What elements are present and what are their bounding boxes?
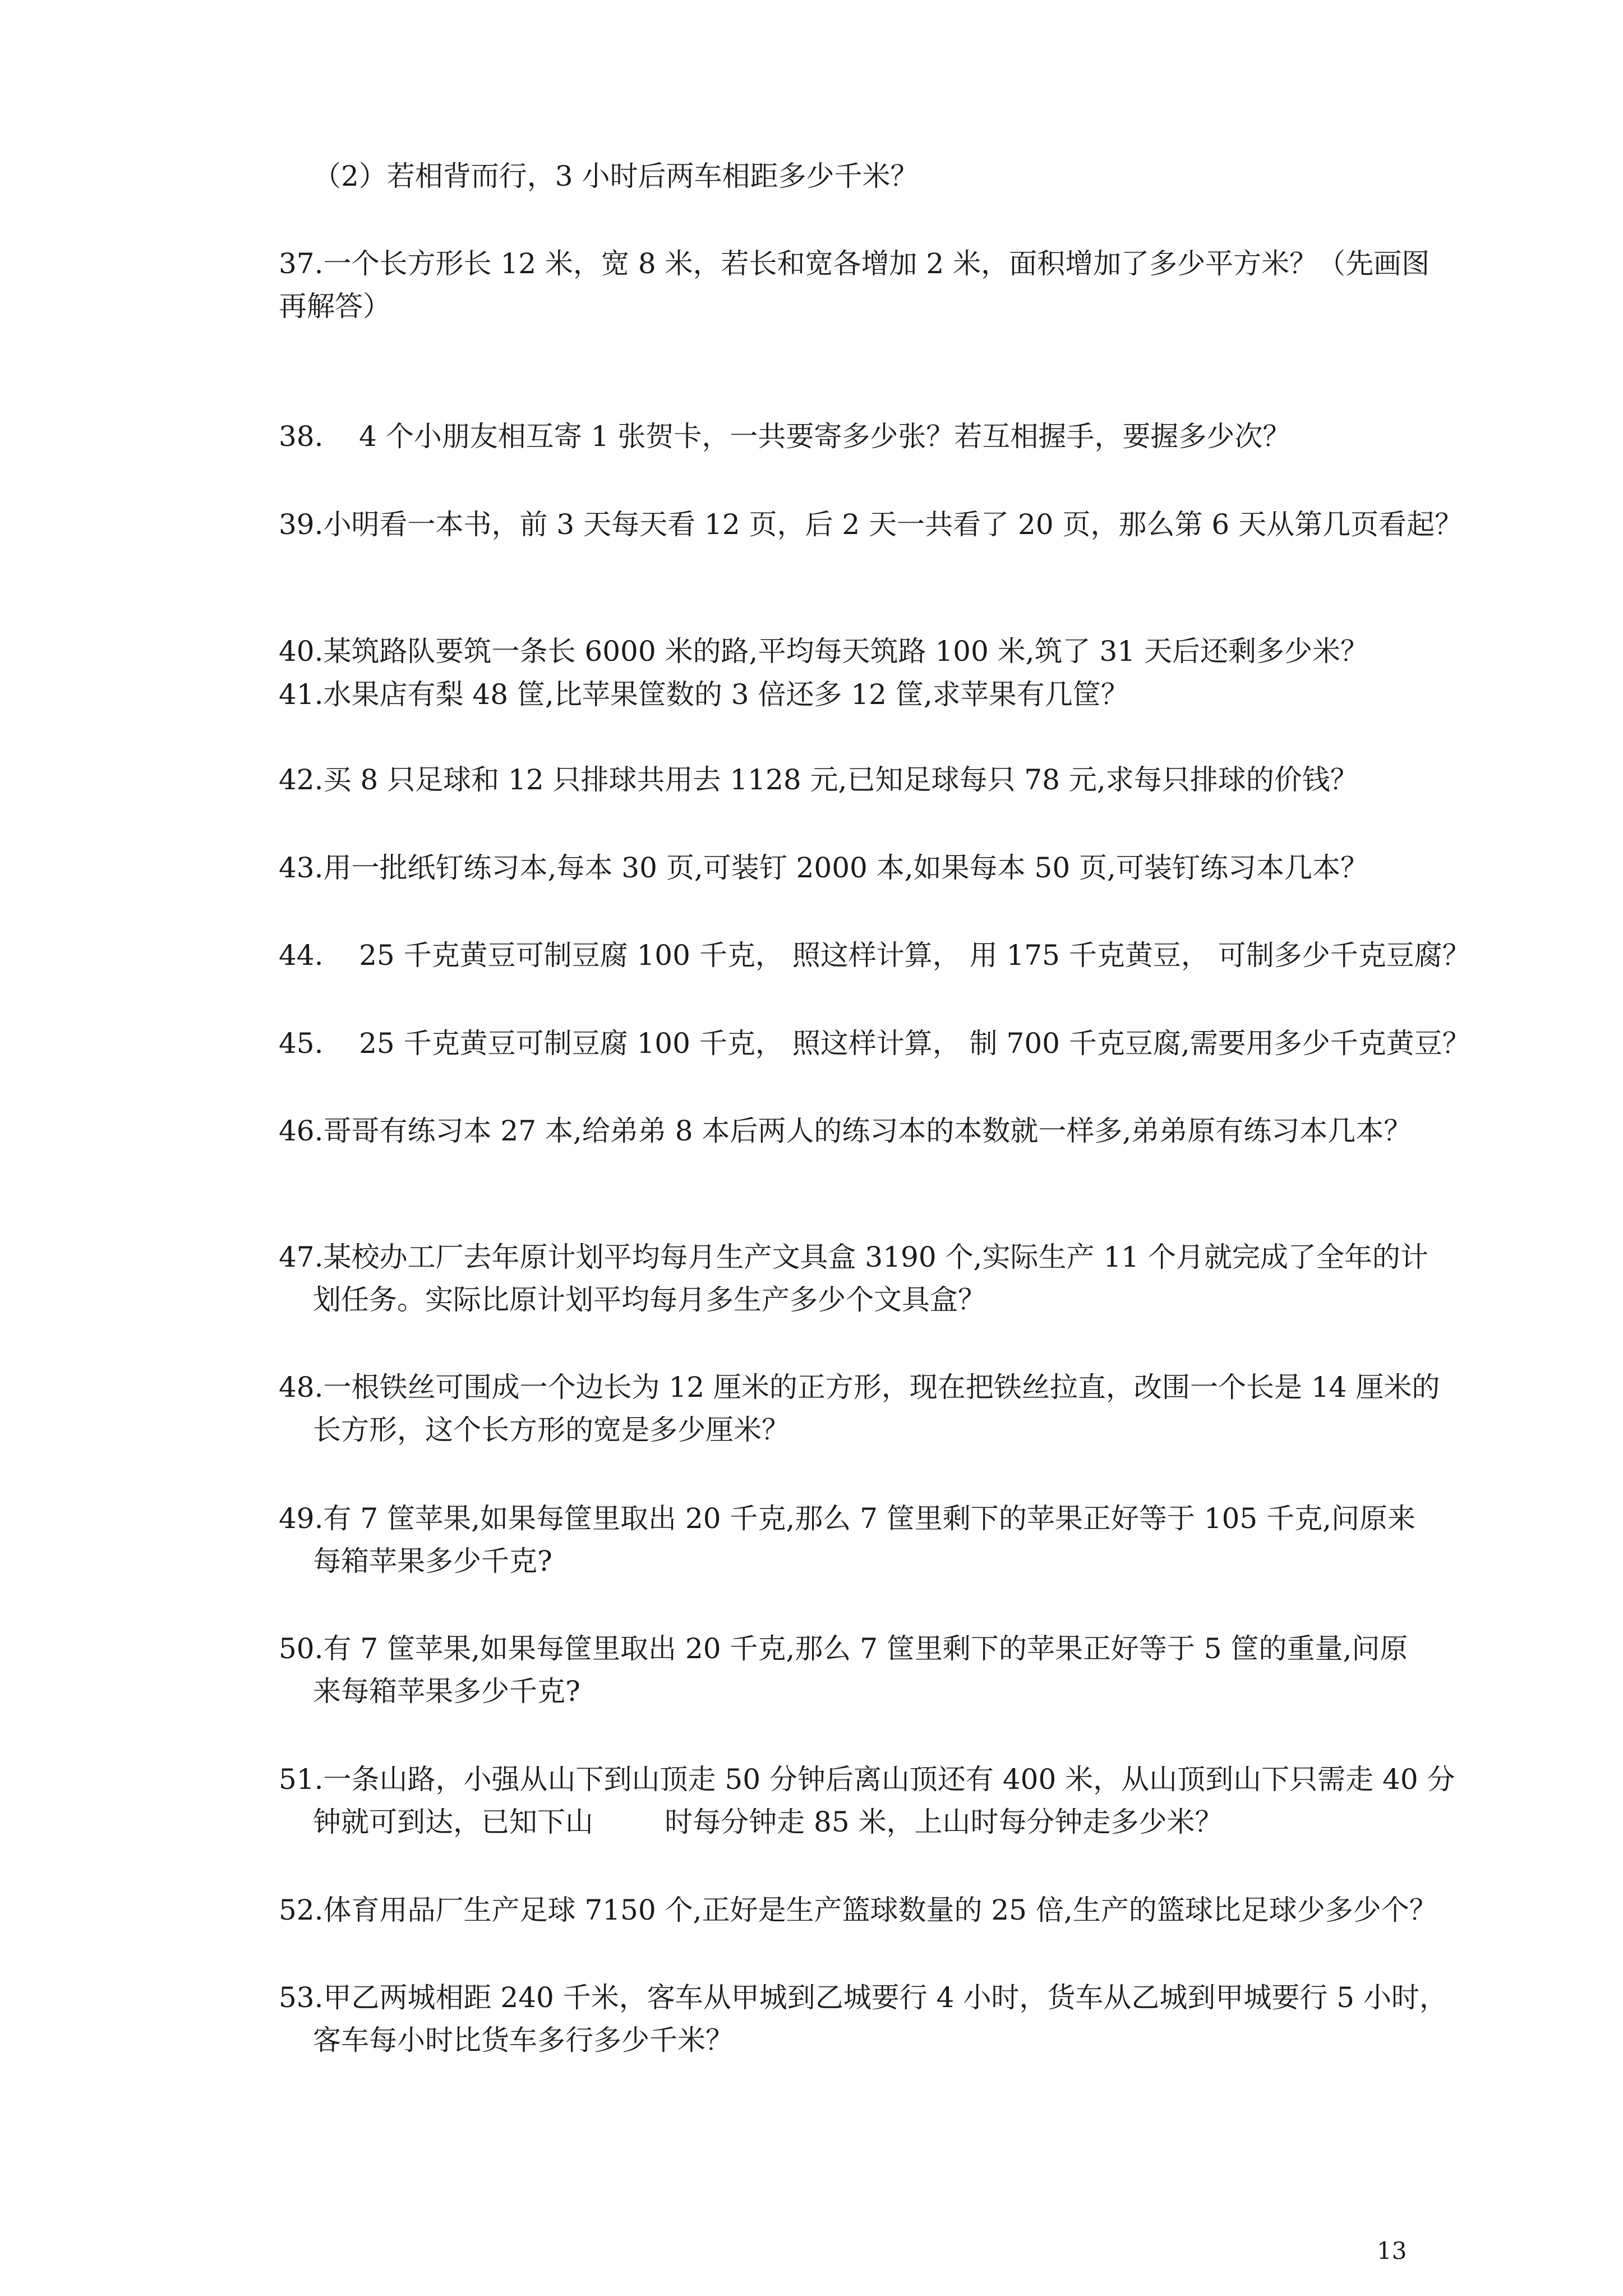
- problem-50-line-1: 50.有 7 筐苹果,如果每筐里取出 20 千克,那么 7 筐里剩下的苹果正好等于 5 筐的重量,问原: [279, 1632, 1408, 1665]
- problem-51-line-1: 51.一条山路，小强从山下到山顶走 50 分钟后离山顶还有 400 米，从山顶到山下只需走 40 分: [279, 1763, 1455, 1796]
- problem-49-line-1: 49.有 7 筐苹果,如果每筐里取出 20 千克,那么 7 筐里剩下的苹果正好等于 105 千克,问原来: [279, 1502, 1416, 1535]
- problem-37-line-1: 37.一个长方形长 12 米，宽 8 米，若长和宽各增加 2 米，面积增加了多少平方米？（先画图: [279, 247, 1430, 280]
- problem-45: 45. 25 千克黄豆可制豆腐 100 千克， 照这样计算， 制 700 千克豆腐,需要用多少千克黄豆？: [279, 1027, 1470, 1060]
- problem-53-line-2: 客车每小时比货车多行多少千米？: [313, 2024, 734, 2056]
- problem-49-line-2: 每箱苹果多少千克?: [313, 1545, 552, 1577]
- problem-40: 40.某筑路队要筑一条长 6000 米的路,平均每天筑路 100 米,筑了 31 天后还剩多少米？: [279, 635, 1368, 668]
- problem-42: 42.买 8 只足球和 12 只排球共用去 1128 元,已知足球每只 78 元,求每只排球的价钱？: [279, 763, 1358, 796]
- page-number: 13: [1377, 2237, 1407, 2265]
- problem-47-line-1: 47.某校办工厂去年原计划平均每月生产文具盒 3190 个,实际生产 11 个月就完成了全年的计: [279, 1241, 1428, 1273]
- problem-48-line-1: 48.一根铁丝可围成一个边长为 12 厘米的正方形，现在把铁丝拉直，改围一个长是 14 厘米的: [279, 1371, 1440, 1404]
- problem-43: 43.用一批纸钉练习本,每本 30 页,可装钉 2000 本,如果每本 50 页,可装钉练习本几本？: [279, 852, 1368, 884]
- problem-44: 44. 25 千克黄豆可制豆腐 100 千克， 照这样计算， 用 175 千克黄豆， 可制多少千克豆腐？: [279, 939, 1470, 972]
- problem-41: 41.水果店有梨 48 筐,比苹果筐数的 3 倍还多 12 筐,求苹果有几筐？: [279, 678, 1129, 711]
- problem-47-line-2: 划任务。实际比原计划平均每月多生产多少个文具盒？: [313, 1283, 986, 1316]
- problem-46: 46.哥哥有练习本 27 本,给弟弟 8 本后两人的练习本的本数就一样多,弟弟原有练习本几本？: [279, 1115, 1412, 1147]
- problem-52: 52.体育用品厂生产足球 7150 个,正好是生产篮球数量的 25 倍,生产的篮球比足球少多少个？: [279, 1894, 1437, 1926]
- problem-39: 39.小明看一本书，前 3 天每天看 12 页，后 2 天一共看了 20 页，那么第 6 天从第几页看起？: [279, 508, 1463, 541]
- problem-53-line-1: 53.甲乙两城相距 240 千米，客车从甲城到乙城要行 4 小时，货车从乙城到甲城要行 5 小时，: [279, 1981, 1447, 2014]
- problem-51-line-2: 钟就可到达，已知下山 时每分钟走 85 米，上山时每分钟走多少米？: [313, 1806, 1223, 1838]
- problem-50-line-2: 来每箱苹果多少千克?: [313, 1675, 580, 1708]
- problem-48-line-2: 长方形，这个长方形的宽是多少厘米？: [313, 1414, 790, 1446]
- problem-37-line-2: 再解答）: [279, 290, 391, 323]
- problem-36-part-2: （2）若相背而行，3 小时后两车相距多少千米？: [313, 160, 919, 192]
- problem-38: 38. 4 个小朋友相互寄 1 张贺卡，一共要寄多少张？若互相握手，要握多少次？: [279, 420, 1291, 453]
